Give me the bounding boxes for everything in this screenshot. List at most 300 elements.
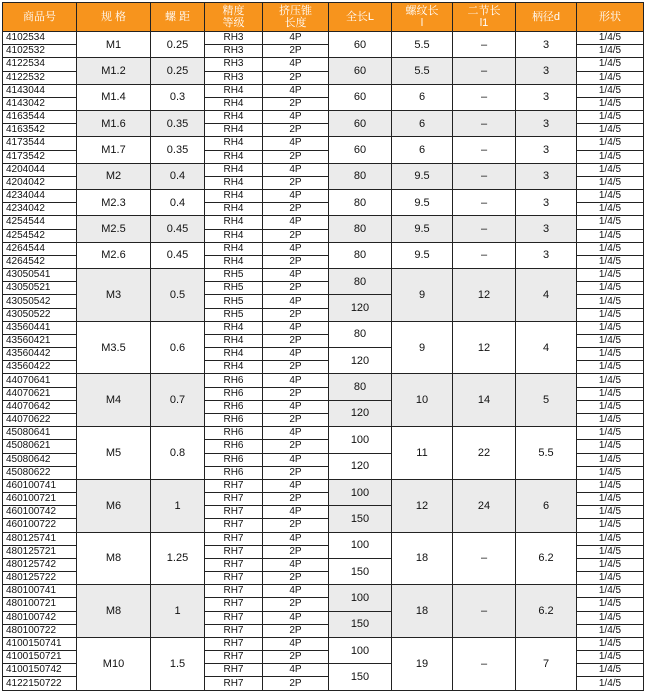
accuracy-grade-cell: RH7 — [205, 506, 263, 519]
accuracy-grade-cell: RH4 — [205, 111, 263, 124]
shape-cell: 1/4/5 — [577, 400, 644, 413]
pitch-cell: 0.7 — [151, 374, 205, 427]
chamfer-length-cell: 2P — [263, 203, 329, 216]
product-code-cell: 4100150742 — [3, 664, 77, 677]
chamfer-length-cell: 2P — [263, 361, 329, 374]
product-code-cell: 4204042 — [3, 176, 77, 189]
accuracy-grade-cell: RH3 — [205, 58, 263, 71]
table-row — [3, 111, 644, 124]
shape-cell: 1/4/5 — [577, 58, 644, 71]
accuracy-grade-cell: RH4 — [205, 176, 263, 189]
shape-cell: 1/4/5 — [577, 295, 644, 308]
header-thread-length: 螺纹长 l — [392, 3, 453, 32]
two-section-length-cell: 12 — [453, 321, 516, 374]
product-code-cell: 4163542 — [3, 124, 77, 137]
overall-length-cell: 80 — [329, 321, 392, 347]
shape-cell: 1/4/5 — [577, 282, 644, 295]
accuracy-grade-cell: RH4 — [205, 242, 263, 255]
table-row — [3, 163, 644, 176]
header-overall-length: 全长L — [329, 3, 392, 32]
pitch-cell: 0.25 — [151, 58, 205, 84]
accuracy-grade-cell: RH3 — [205, 71, 263, 84]
thread-length-cell: 11 — [392, 427, 453, 480]
header-shank-diameter: 柄径d — [516, 3, 577, 32]
pitch-cell: 0.45 — [151, 216, 205, 242]
chamfer-length-cell: 2P — [263, 97, 329, 110]
product-code-cell: 480100742 — [3, 611, 77, 624]
thread-length-cell: 5.5 — [392, 58, 453, 84]
chamfer-length-cell: 2P — [263, 282, 329, 295]
table-row — [3, 427, 644, 440]
thread-length-cell: 18 — [392, 532, 453, 585]
product-code-cell: 43050522 — [3, 308, 77, 321]
chamfer-length-cell: 4P — [263, 453, 329, 466]
chamfer-length-cell: 2P — [263, 124, 329, 137]
table-row — [3, 585, 644, 598]
product-code-cell: 43560421 — [3, 334, 77, 347]
pitch-cell: 0.3 — [151, 84, 205, 110]
overall-length-cell: 60 — [329, 111, 392, 137]
chamfer-length-cell: 2P — [263, 466, 329, 479]
pitch-cell: 1.25 — [151, 532, 205, 585]
accuracy-grade-cell: RH4 — [205, 203, 263, 216]
product-code-cell: 45080642 — [3, 453, 77, 466]
shape-cell: 1/4/5 — [577, 558, 644, 571]
pitch-cell: 0.35 — [151, 111, 205, 137]
shank-diameter-cell: 3 — [516, 163, 577, 189]
accuracy-grade-cell: RH4 — [205, 361, 263, 374]
two-section-length-cell: – — [453, 84, 516, 110]
shank-diameter-cell: 3 — [516, 137, 577, 163]
spec-cell: M10 — [77, 637, 151, 690]
chamfer-length-cell: 4P — [263, 242, 329, 255]
shape-cell: 1/4/5 — [577, 361, 644, 374]
product-code-cell: 480125742 — [3, 558, 77, 571]
shape-cell: 1/4/5 — [577, 598, 644, 611]
two-section-length-cell: 14 — [453, 374, 516, 427]
thread-length-cell: 9.5 — [392, 163, 453, 189]
product-code-cell: 4234044 — [3, 190, 77, 203]
product-code-cell: 4254542 — [3, 229, 77, 242]
shape-cell: 1/4/5 — [577, 176, 644, 189]
overall-length-cell: 60 — [329, 58, 392, 84]
overall-length-cell: 150 — [329, 558, 392, 584]
chamfer-length-cell: 2P — [263, 519, 329, 532]
shape-cell: 1/4/5 — [577, 111, 644, 124]
product-code-cell: 480125741 — [3, 532, 77, 545]
accuracy-grade-cell: RH4 — [205, 229, 263, 242]
shape-cell: 1/4/5 — [577, 45, 644, 58]
accuracy-grade-cell: RH4 — [205, 321, 263, 334]
product-code-cell: 4254544 — [3, 216, 77, 229]
shape-cell: 1/4/5 — [577, 413, 644, 426]
chamfer-length-cell: 4P — [263, 348, 329, 361]
overall-length-cell: 100 — [329, 637, 392, 663]
shape-cell: 1/4/5 — [577, 479, 644, 492]
header-chamfer-length: 挤压锥 长度 — [263, 3, 329, 32]
thread-length-cell: 9 — [392, 269, 453, 322]
shape-cell: 1/4/5 — [577, 334, 644, 347]
product-code-cell: 43560422 — [3, 361, 77, 374]
chamfer-length-cell: 4P — [263, 637, 329, 650]
chamfer-length-cell: 4P — [263, 611, 329, 624]
table-row — [3, 84, 644, 97]
shank-diameter-cell: 3 — [516, 32, 577, 58]
shank-diameter-cell: 4 — [516, 321, 577, 374]
accuracy-grade-cell: RH6 — [205, 387, 263, 400]
pitch-cell: 0.35 — [151, 137, 205, 163]
pitch-cell: 0.4 — [151, 163, 205, 189]
shank-diameter-cell: 6.2 — [516, 585, 577, 638]
product-code-cell: 480100722 — [3, 624, 77, 637]
chamfer-length-cell: 4P — [263, 558, 329, 571]
overall-length-cell: 150 — [329, 506, 392, 532]
overall-length-cell: 80 — [329, 163, 392, 189]
pitch-cell: 0.6 — [151, 321, 205, 374]
shape-cell: 1/4/5 — [577, 163, 644, 176]
table-row — [3, 32, 644, 45]
product-code-cell: 4234042 — [3, 203, 77, 216]
chamfer-length-cell: 2P — [263, 598, 329, 611]
table-row — [3, 374, 644, 387]
table-body — [3, 32, 644, 691]
two-section-length-cell: – — [453, 532, 516, 585]
product-code-cell: 4143044 — [3, 84, 77, 97]
two-section-length-cell: – — [453, 585, 516, 638]
overall-length-cell: 100 — [329, 427, 392, 453]
accuracy-grade-cell: RH4 — [205, 163, 263, 176]
shank-diameter-cell: 4 — [516, 269, 577, 322]
product-code-cell: 4100150721 — [3, 651, 77, 664]
chamfer-length-cell: 2P — [263, 176, 329, 189]
accuracy-grade-cell: RH6 — [205, 413, 263, 426]
accuracy-grade-cell: RH7 — [205, 558, 263, 571]
accuracy-grade-cell: RH5 — [205, 295, 263, 308]
accuracy-grade-cell: RH6 — [205, 453, 263, 466]
overall-length-cell: 80 — [329, 242, 392, 268]
accuracy-grade-cell: RH7 — [205, 479, 263, 492]
product-code-cell: 44070622 — [3, 413, 77, 426]
accuracy-grade-cell: RH7 — [205, 664, 263, 677]
spec-cell: M3.5 — [77, 321, 151, 374]
chamfer-length-cell: 4P — [263, 295, 329, 308]
spec-cell: M1.2 — [77, 58, 151, 84]
header-spec: 规 格 — [77, 3, 151, 32]
chamfer-length-cell: 4P — [263, 32, 329, 45]
chamfer-length-cell: 4P — [263, 137, 329, 150]
accuracy-grade-cell: RH7 — [205, 637, 263, 650]
accuracy-grade-cell: RH7 — [205, 651, 263, 664]
product-code-cell: 44070641 — [3, 374, 77, 387]
two-section-length-cell: – — [453, 111, 516, 137]
chamfer-length-cell: 2P — [263, 308, 329, 321]
shape-cell: 1/4/5 — [577, 572, 644, 585]
header-accuracy-grade: 精度 等级 — [205, 3, 263, 32]
spec-cell: M5 — [77, 427, 151, 480]
product-code-cell: 4122534 — [3, 58, 77, 71]
accuracy-grade-cell: RH7 — [205, 598, 263, 611]
pitch-cell: 0.5 — [151, 269, 205, 322]
shank-diameter-cell: 3 — [516, 242, 577, 268]
shape-cell: 1/4/5 — [577, 453, 644, 466]
product-code-cell: 460100742 — [3, 506, 77, 519]
shape-cell: 1/4/5 — [577, 137, 644, 150]
overall-length-cell: 100 — [329, 585, 392, 611]
accuracy-grade-cell: RH4 — [205, 348, 263, 361]
spec-cell: M6 — [77, 479, 151, 532]
accuracy-grade-cell: RH4 — [205, 150, 263, 163]
shape-cell: 1/4/5 — [577, 229, 644, 242]
chamfer-length-cell: 4P — [263, 58, 329, 71]
chamfer-length-cell: 4P — [263, 664, 329, 677]
product-code-cell: 460100721 — [3, 493, 77, 506]
product-code-cell: 4143042 — [3, 97, 77, 110]
chamfer-length-cell: 4P — [263, 111, 329, 124]
pitch-cell: 1.5 — [151, 637, 205, 690]
chamfer-length-cell: 4P — [263, 400, 329, 413]
spec-cell: M2.6 — [77, 242, 151, 268]
product-code-cell: 43050541 — [3, 269, 77, 282]
product-code-cell: 43560442 — [3, 348, 77, 361]
overall-length-cell: 80 — [329, 216, 392, 242]
accuracy-grade-cell: RH6 — [205, 427, 263, 440]
shape-cell: 1/4/5 — [577, 216, 644, 229]
chamfer-length-cell: 2P — [263, 677, 329, 691]
header-row — [3, 3, 644, 32]
shape-cell: 1/4/5 — [577, 493, 644, 506]
overall-length-cell: 100 — [329, 532, 392, 558]
accuracy-grade-cell: RH4 — [205, 137, 263, 150]
overall-length-cell: 60 — [329, 137, 392, 163]
shape-cell: 1/4/5 — [577, 203, 644, 216]
spec-cell: M1.4 — [77, 84, 151, 110]
table-row — [3, 190, 644, 203]
chamfer-length-cell: 2P — [263, 651, 329, 664]
product-code-cell: 4264542 — [3, 255, 77, 268]
product-code-cell: 4163544 — [3, 111, 77, 124]
shape-cell: 1/4/5 — [577, 32, 644, 45]
accuracy-grade-cell: RH5 — [205, 269, 263, 282]
accuracy-grade-cell: RH3 — [205, 32, 263, 45]
product-code-cell: 480125721 — [3, 545, 77, 558]
accuracy-grade-cell: RH4 — [205, 84, 263, 97]
shape-cell: 1/4/5 — [577, 242, 644, 255]
shape-cell: 1/4/5 — [577, 124, 644, 137]
accuracy-grade-cell: RH7 — [205, 532, 263, 545]
pitch-cell: 1 — [151, 479, 205, 532]
shape-cell: 1/4/5 — [577, 427, 644, 440]
thread-length-cell: 19 — [392, 637, 453, 690]
chamfer-length-cell: 2P — [263, 229, 329, 242]
accuracy-grade-cell: RH7 — [205, 519, 263, 532]
spec-cell: M2.3 — [77, 190, 151, 216]
product-code-cell: 44070642 — [3, 400, 77, 413]
chamfer-length-cell: 4P — [263, 427, 329, 440]
product-code-cell: 43050521 — [3, 282, 77, 295]
two-section-length-cell: 22 — [453, 427, 516, 480]
shape-cell: 1/4/5 — [577, 97, 644, 110]
overall-length-cell: 150 — [329, 664, 392, 691]
shape-cell: 1/4/5 — [577, 545, 644, 558]
chamfer-length-cell: 4P — [263, 269, 329, 282]
chamfer-length-cell: 2P — [263, 624, 329, 637]
chamfer-length-cell: 2P — [263, 545, 329, 558]
accuracy-grade-cell: RH7 — [205, 677, 263, 691]
accuracy-grade-cell: RH7 — [205, 624, 263, 637]
chamfer-length-cell: 2P — [263, 493, 329, 506]
shape-cell: 1/4/5 — [577, 308, 644, 321]
pitch-cell: 1 — [151, 585, 205, 638]
thread-length-cell: 6 — [392, 137, 453, 163]
shank-diameter-cell: 3 — [516, 84, 577, 110]
shape-cell: 1/4/5 — [577, 585, 644, 598]
shank-diameter-cell: 6.2 — [516, 532, 577, 585]
product-code-cell: 43050542 — [3, 295, 77, 308]
accuracy-grade-cell: RH4 — [205, 97, 263, 110]
shape-cell: 1/4/5 — [577, 440, 644, 453]
shape-cell: 1/4/5 — [577, 190, 644, 203]
overall-length-cell: 80 — [329, 374, 392, 400]
overall-length-cell: 60 — [329, 84, 392, 110]
shank-diameter-cell: 3 — [516, 216, 577, 242]
pitch-cell: 0.4 — [151, 190, 205, 216]
accuracy-grade-cell: RH7 — [205, 545, 263, 558]
header-pitch: 螺 距 — [151, 3, 205, 32]
shape-cell: 1/4/5 — [577, 321, 644, 334]
accuracy-grade-cell: RH5 — [205, 308, 263, 321]
accuracy-grade-cell: RH3 — [205, 45, 263, 58]
chamfer-length-cell: 2P — [263, 572, 329, 585]
shank-diameter-cell: 3 — [516, 58, 577, 84]
spec-cell: M1.6 — [77, 111, 151, 137]
shape-cell: 1/4/5 — [577, 150, 644, 163]
chamfer-length-cell: 4P — [263, 216, 329, 229]
overall-length-cell: 120 — [329, 295, 392, 321]
chamfer-length-cell: 4P — [263, 585, 329, 598]
thread-length-cell: 6 — [392, 111, 453, 137]
accuracy-grade-cell: RH7 — [205, 585, 263, 598]
shank-diameter-cell: 5 — [516, 374, 577, 427]
pitch-cell: 0.8 — [151, 427, 205, 480]
product-code-cell: 460100741 — [3, 479, 77, 492]
shape-cell: 1/4/5 — [577, 611, 644, 624]
two-section-length-cell: 24 — [453, 479, 516, 532]
table-row — [3, 479, 644, 492]
thread-length-cell: 5.5 — [392, 32, 453, 58]
accuracy-grade-cell: RH4 — [205, 255, 263, 268]
product-code-cell: 44070621 — [3, 387, 77, 400]
chamfer-length-cell: 4P — [263, 374, 329, 387]
accuracy-grade-cell: RH7 — [205, 572, 263, 585]
shape-cell: 1/4/5 — [577, 651, 644, 664]
accuracy-grade-cell: RH7 — [205, 493, 263, 506]
header-shape: 形状 — [577, 3, 644, 32]
two-section-length-cell: – — [453, 58, 516, 84]
product-code-cell: 480125722 — [3, 572, 77, 585]
product-code-cell: 45080621 — [3, 440, 77, 453]
shape-cell: 1/4/5 — [577, 374, 644, 387]
table-row — [3, 269, 644, 282]
table-row — [3, 321, 644, 334]
thread-length-cell: 6 — [392, 84, 453, 110]
header-product-code: 商品号 — [3, 3, 77, 32]
table-row — [3, 137, 644, 150]
shape-cell: 1/4/5 — [577, 519, 644, 532]
product-code-cell: 45080641 — [3, 427, 77, 440]
thread-length-cell: 10 — [392, 374, 453, 427]
chamfer-length-cell: 4P — [263, 84, 329, 97]
shape-cell: 1/4/5 — [577, 532, 644, 545]
thread-length-cell: 12 — [392, 479, 453, 532]
chamfer-length-cell: 2P — [263, 440, 329, 453]
product-code-cell: 480100721 — [3, 598, 77, 611]
shank-diameter-cell: 6 — [516, 479, 577, 532]
product-code-cell: 4100150741 — [3, 637, 77, 650]
shape-cell: 1/4/5 — [577, 387, 644, 400]
two-section-length-cell: – — [453, 190, 516, 216]
product-code-cell: 4102534 — [3, 32, 77, 45]
overall-length-cell: 60 — [329, 32, 392, 58]
chamfer-length-cell: 2P — [263, 387, 329, 400]
shape-cell: 1/4/5 — [577, 624, 644, 637]
shape-cell: 1/4/5 — [577, 466, 644, 479]
spec-cell: M1 — [77, 32, 151, 58]
shank-diameter-cell: 3 — [516, 190, 577, 216]
product-code-cell: 4264544 — [3, 242, 77, 255]
accuracy-grade-cell: RH4 — [205, 124, 263, 137]
two-section-length-cell: – — [453, 137, 516, 163]
product-code-cell: 4122150722 — [3, 677, 77, 691]
product-code-cell: 45080622 — [3, 466, 77, 479]
overall-length-cell: 120 — [329, 400, 392, 426]
spec-cell: M8 — [77, 585, 151, 638]
spec-cell: M3 — [77, 269, 151, 322]
two-section-length-cell: – — [453, 216, 516, 242]
product-code-cell: 4204044 — [3, 163, 77, 176]
table-row — [3, 532, 644, 545]
chamfer-length-cell: 2P — [263, 150, 329, 163]
shape-cell: 1/4/5 — [577, 664, 644, 677]
product-code-cell: 4122532 — [3, 71, 77, 84]
two-section-length-cell: 12 — [453, 269, 516, 322]
shape-cell: 1/4/5 — [577, 269, 644, 282]
table-row — [3, 637, 644, 650]
table-row — [3, 216, 644, 229]
spec-cell: M2 — [77, 163, 151, 189]
shape-cell: 1/4/5 — [577, 71, 644, 84]
thread-length-cell: 9 — [392, 321, 453, 374]
shape-cell: 1/4/5 — [577, 84, 644, 97]
accuracy-grade-cell: RH4 — [205, 334, 263, 347]
chamfer-length-cell: 4P — [263, 532, 329, 545]
product-code-cell: 480100741 — [3, 585, 77, 598]
chamfer-length-cell: 4P — [263, 321, 329, 334]
accuracy-grade-cell: RH6 — [205, 466, 263, 479]
accuracy-grade-cell: RH5 — [205, 282, 263, 295]
header-two-section-length: 二节长 l1 — [453, 3, 516, 32]
product-code-cell: 4102532 — [3, 45, 77, 58]
overall-length-cell: 120 — [329, 453, 392, 479]
shank-diameter-cell: 3 — [516, 111, 577, 137]
chamfer-length-cell: 2P — [263, 413, 329, 426]
chamfer-length-cell: 2P — [263, 255, 329, 268]
accuracy-grade-cell: RH6 — [205, 440, 263, 453]
tap-spec-table — [2, 2, 644, 691]
shape-cell: 1/4/5 — [577, 348, 644, 361]
product-code-cell: 43560441 — [3, 321, 77, 334]
two-section-length-cell: – — [453, 163, 516, 189]
chamfer-length-cell: 2P — [263, 71, 329, 84]
